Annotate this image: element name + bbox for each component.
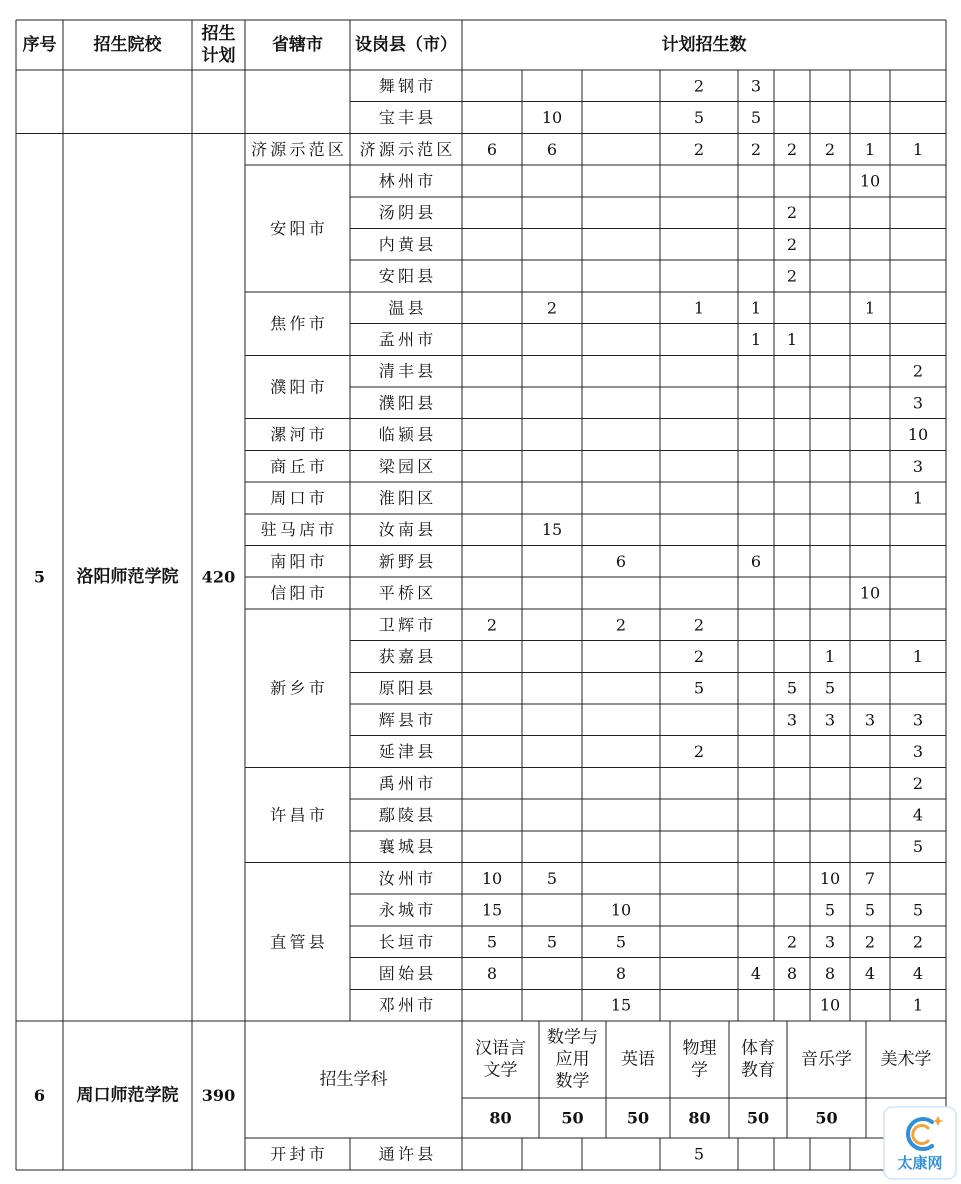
school6-plan: 390 xyxy=(201,1086,236,1105)
count-cell: 3 xyxy=(912,456,924,476)
count-cell: 2 xyxy=(693,615,705,635)
count-cell: 8 xyxy=(486,963,498,983)
count-cell: 2 xyxy=(693,139,705,159)
count-cell: 1 xyxy=(912,488,924,508)
count-cell: 4 xyxy=(912,963,924,983)
count-cell: 2 xyxy=(693,76,705,96)
school5-plan: 420 xyxy=(201,567,236,587)
county-cell: 林 州 市 xyxy=(378,171,434,191)
county-cell: 汤 阴 县 xyxy=(378,203,434,223)
subject-name: 学 xyxy=(691,1060,708,1081)
city-cell: 漯 河 市 xyxy=(270,425,325,445)
count-cell: 1 xyxy=(824,646,836,666)
count-cell: 4 xyxy=(864,963,876,983)
header-city: 省辖市 xyxy=(272,35,323,55)
count-cell: 2 xyxy=(546,298,558,318)
count-cell: 5 xyxy=(546,932,558,952)
count-cell: 3 xyxy=(912,710,924,730)
city-cell: 济 源 示 范 区 xyxy=(251,139,344,159)
count-cell: 6 xyxy=(486,139,498,159)
count-cell: 10 xyxy=(541,108,563,128)
county-cell: 永 城 市 xyxy=(378,900,434,920)
county-cell: 襄 城 县 xyxy=(378,837,434,857)
subject-name: 英语 xyxy=(621,1049,655,1070)
city-cell: 商 丘 市 xyxy=(270,456,325,476)
count-cell: 2 xyxy=(912,932,924,952)
count-cell: 10 xyxy=(819,995,841,1015)
subject-name: 美术学 xyxy=(880,1049,932,1070)
count-cell: 2 xyxy=(912,773,924,793)
count-cell: 2 xyxy=(750,139,762,159)
count-cell: 2 xyxy=(786,234,798,254)
county-cell: 原 阳 县 xyxy=(378,678,434,698)
count-cell: 10 xyxy=(859,583,881,603)
header-seq: 序号 xyxy=(22,35,57,55)
county-cell: 孟 州 市 xyxy=(378,329,434,349)
count-cell: 5 xyxy=(693,678,705,698)
city-cell: 直 管 县 xyxy=(270,932,325,952)
county-cell: 延 津 县 xyxy=(378,742,434,762)
subject-name: 教育 xyxy=(741,1060,775,1081)
subject-name: 数学与 xyxy=(547,1027,598,1048)
count-cell: 1 xyxy=(786,329,798,349)
subject-count: 50 xyxy=(561,1108,584,1128)
county-cell: 固 始 县 xyxy=(378,963,434,983)
city-cell: 周 口 市 xyxy=(270,488,325,508)
school5-seq: 5 xyxy=(33,567,46,587)
header-plan-line2: 计划 xyxy=(201,46,236,66)
county-cell: 新 野 县 xyxy=(378,551,434,571)
city-cell: 新 乡 市 xyxy=(270,678,325,698)
count-cell: 5 xyxy=(615,932,627,952)
county-cell: 辉 县 市 xyxy=(378,710,434,730)
subject-count: 50 xyxy=(746,1108,770,1128)
county-cell: 济 源 示 范 区 xyxy=(359,139,453,159)
header-county: 设岗县（市） xyxy=(355,35,457,55)
count-cell: 1 xyxy=(693,298,705,318)
county-cell: 临 颍 县 xyxy=(378,425,434,445)
county-cell: 通 许 县 xyxy=(378,1144,434,1164)
count-cell: 3 xyxy=(750,76,762,96)
count-cell: 2 xyxy=(786,139,798,159)
count-cell: 10 xyxy=(610,900,632,920)
count-cell: 5 xyxy=(824,678,836,698)
count-cell: 1 xyxy=(864,298,876,318)
county-cell: 获 嘉 县 xyxy=(378,646,434,666)
count-cell: 5 xyxy=(786,678,798,698)
count-cell: 15 xyxy=(610,995,632,1015)
subject-name: 音乐学 xyxy=(801,1049,852,1070)
count-cell: 3 xyxy=(824,932,836,952)
header-counts: 计划招生数 xyxy=(661,35,747,55)
count-cell: 2 xyxy=(864,932,876,952)
count-cell: 1 xyxy=(912,139,924,159)
county-cell: 宝 丰 县 xyxy=(378,108,434,128)
subject-name: 物理 xyxy=(682,1038,717,1059)
city-cell: 南 阳 市 xyxy=(270,551,325,571)
count-cell: 3 xyxy=(864,710,876,730)
count-cell: 2 xyxy=(824,139,836,159)
county-cell: 卫 辉 市 xyxy=(378,615,434,635)
count-cell: 2 xyxy=(615,615,627,635)
header-plan-line1: 招生 xyxy=(201,24,236,44)
count-cell: 3 xyxy=(912,393,924,413)
count-cell: 2 xyxy=(486,615,498,635)
count-cell: 5 xyxy=(750,108,762,128)
county-cell: 温 县 xyxy=(388,298,424,318)
count-cell: 1 xyxy=(750,298,762,318)
county-cell: 平 桥 区 xyxy=(378,583,434,603)
county-cell: 安 阳 县 xyxy=(378,266,434,286)
count-cell: 15 xyxy=(481,900,503,920)
count-cell: 8 xyxy=(615,963,627,983)
count-cell: 1 xyxy=(912,995,924,1015)
county-cell: 汝 南 县 xyxy=(378,520,434,540)
count-cell: 5 xyxy=(693,1144,705,1164)
county-cell: 禹 州 市 xyxy=(378,773,434,793)
count-cell: 1 xyxy=(864,139,876,159)
subject-name: 应用 xyxy=(555,1049,590,1070)
count-cell: 5 xyxy=(912,900,924,920)
count-cell: 2 xyxy=(786,203,798,223)
subject-count: 50 xyxy=(626,1108,650,1128)
count-cell: 1 xyxy=(750,329,762,349)
count-cell: 3 xyxy=(824,710,836,730)
city-cell: 焦 作 市 xyxy=(270,314,325,334)
subject-count: 80 xyxy=(489,1108,512,1128)
city-cell: 安 阳 市 xyxy=(270,219,325,238)
count-cell: 10 xyxy=(859,171,881,191)
count-cell: 2 xyxy=(912,361,924,381)
count-cell: 3 xyxy=(786,710,798,730)
count-cell: 10 xyxy=(907,425,929,445)
subject-name: 体育 xyxy=(741,1038,775,1059)
subject-name: 汉语言 xyxy=(475,1038,526,1059)
subject-count: 80 xyxy=(688,1108,711,1128)
header-school: 招生院校 xyxy=(93,35,162,55)
county-cell: 濮 阳 县 xyxy=(378,393,434,413)
count-cell: 4 xyxy=(750,963,762,983)
county-cell: 舞 钢 市 xyxy=(378,76,434,96)
count-cell: 5 xyxy=(864,900,876,920)
count-cell: 6 xyxy=(750,551,762,571)
count-cell: 10 xyxy=(819,868,841,888)
county-cell: 汝 州 市 xyxy=(378,868,434,888)
count-cell: 8 xyxy=(786,963,798,983)
county-cell: 淮 阳 区 xyxy=(378,488,434,508)
county-cell: 内 黄 县 xyxy=(378,234,434,254)
school6-name: 周口师范学院 xyxy=(76,1085,179,1106)
school5-name: 洛阳师范学院 xyxy=(76,567,179,588)
count-cell: 3 xyxy=(912,742,924,762)
city-cell: 许 昌 市 xyxy=(270,805,325,825)
count-cell: 2 xyxy=(786,932,798,952)
count-cell: 5 xyxy=(546,868,558,888)
count-cell: 8 xyxy=(824,963,836,983)
count-cell: 2 xyxy=(786,266,798,286)
count-cell: 7 xyxy=(864,868,876,888)
county-cell: 鄢 陵 县 xyxy=(378,805,434,825)
county-cell: 邓 州 市 xyxy=(378,995,434,1015)
county-cell: 长 垣 市 xyxy=(378,932,434,952)
count-cell: 4 xyxy=(912,805,924,825)
count-cell: 15 xyxy=(541,520,563,540)
count-cell: 2 xyxy=(693,646,705,666)
count-cell: 2 xyxy=(693,742,705,762)
count-cell: 6 xyxy=(615,551,627,571)
city-cell: 驻 马 店 市 xyxy=(260,520,335,540)
county-cell: 梁 园 区 xyxy=(378,456,434,476)
count-cell: 5 xyxy=(824,900,836,920)
watermark xyxy=(884,1107,956,1179)
city-cell: 开 封 市 xyxy=(270,1144,325,1164)
city-cell: 信 阳 市 xyxy=(270,583,325,603)
subject-header: 招生学科 xyxy=(319,1069,388,1090)
count-cell: 5 xyxy=(912,837,924,857)
count-cell: 5 xyxy=(693,108,705,128)
subject-name: 文学 xyxy=(483,1060,518,1081)
subject-count: 50 xyxy=(815,1108,838,1128)
county-cell: 清 丰 县 xyxy=(378,361,434,381)
count-cell: 6 xyxy=(546,139,558,159)
count-cell: 1 xyxy=(912,646,924,666)
count-cell: 5 xyxy=(486,932,498,952)
subject-name: 数学 xyxy=(555,1071,590,1092)
city-cell: 濮 阳 市 xyxy=(270,377,325,397)
watermark-text: 太康网 xyxy=(897,1154,943,1172)
school6-seq: 6 xyxy=(33,1086,46,1105)
count-cell: 10 xyxy=(481,868,503,888)
